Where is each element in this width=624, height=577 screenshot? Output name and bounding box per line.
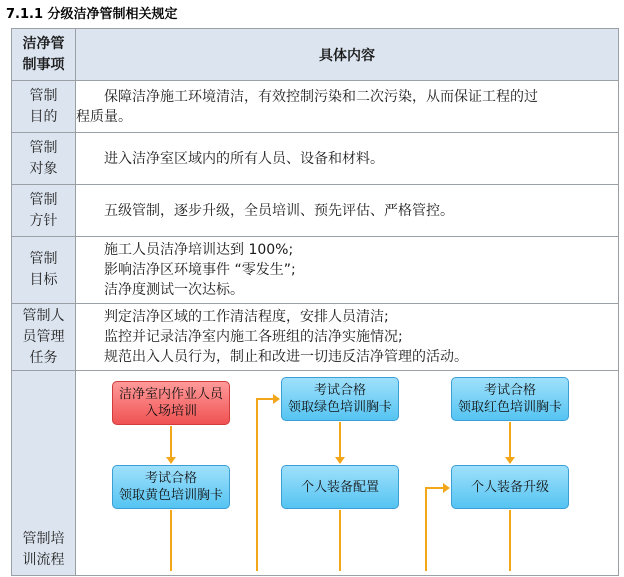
- flow-arrow-head: [443, 483, 450, 493]
- content-line: 五级管制，逐步升级，全员培训、预先评估、严格管控。: [104, 202, 454, 219]
- content-line: 进入洁净室区域内的所有人员、设备和材料。: [104, 150, 384, 167]
- flow-connector: [256, 398, 274, 400]
- flow-box-text: 领取绿色培训胸卡: [287, 400, 392, 415]
- row-content: [76, 81, 619, 133]
- flow-connector: [425, 487, 444, 489]
- row-label: [12, 81, 76, 133]
- table-row-personnel-task: [12, 304, 619, 371]
- header-item-line1: 洁净管: [22, 35, 65, 52]
- row-label-line: 管制培: [22, 531, 65, 547]
- row-label-line: 管制: [29, 139, 58, 156]
- flow-box-text: 入场培训: [144, 404, 197, 419]
- row-label-line: 训流程: [22, 552, 65, 568]
- row-label-line: 目标: [29, 272, 58, 288]
- row-label-line: 方针: [29, 212, 58, 229]
- content-line: 施工人员洁净培训达到 100%;: [104, 242, 294, 258]
- flow-box-yellow-card: [112, 465, 230, 509]
- content-line: 保障洁净施工环境清洁，有效控制污染和二次污染，从而保证工程的过: [104, 88, 538, 105]
- flow-box-text: 领取黄色培训胸卡: [118, 488, 223, 503]
- header-item-line2: 制事项: [22, 56, 65, 73]
- flow-arrow: [339, 510, 341, 571]
- row-content: [76, 133, 619, 185]
- row-label-line: 管制: [29, 251, 58, 267]
- flow-box-text: 领取红色培训胸卡: [457, 400, 562, 415]
- table-row-goal: [12, 237, 619, 304]
- flow-box-entry-training: [112, 381, 230, 425]
- flow-arrow: [339, 422, 341, 458]
- table-row-object: [12, 133, 619, 185]
- row-content: [76, 185, 619, 237]
- flow-arrow-head: [273, 394, 280, 404]
- row-label: [12, 185, 76, 237]
- training-flowchart-cell: [76, 371, 619, 576]
- row-label-line: 管制: [29, 191, 58, 208]
- flow-box-equipment-config: [281, 465, 399, 509]
- row-label-line: 管制人: [22, 307, 65, 324]
- header-content-column: 具体内容: [76, 29, 619, 81]
- content-line: 程质量。: [76, 108, 132, 125]
- flow-arrow: [170, 426, 172, 458]
- row-content: [76, 304, 619, 371]
- content-line: 洁净度测试一次达标。: [104, 282, 244, 298]
- content-line: 影响洁净区环境事件 “零发生”;: [104, 262, 296, 278]
- flow-box-green-card: [281, 377, 399, 421]
- flow-arrow: [509, 510, 511, 571]
- flow-arrow: [170, 510, 172, 571]
- flow-arrow: [509, 422, 511, 458]
- section-title: 7.1.1 分级洁净管制相关规定: [6, 7, 178, 22]
- flow-box-text: 考试合格: [144, 471, 197, 486]
- flow-box-text: 考试合格: [483, 383, 536, 398]
- content-line: 规范出入人员行为，制止和改进一切违反洁净管理的活动。: [104, 349, 468, 365]
- header-item-column: [12, 29, 76, 81]
- table-row-purpose: [12, 81, 619, 133]
- row-label: [12, 133, 76, 185]
- row-label-line: 员管理: [22, 328, 65, 345]
- row-label-line: 目的: [29, 108, 58, 125]
- flow-box-red-card: [451, 377, 569, 421]
- flow-box-text: 个人装备升级: [470, 479, 549, 495]
- flow-box-text: 个人装备配置: [300, 479, 379, 495]
- flow-box-equipment-upgrade: [451, 465, 569, 509]
- flow-arrow-head: [505, 457, 515, 464]
- training-flowchart: [76, 371, 619, 571]
- row-label: [12, 237, 76, 304]
- content-line: 监控并记录洁净室内施工各班组的洁净实施情况;: [104, 329, 403, 345]
- regulation-table: [11, 28, 619, 576]
- flow-connector: [256, 399, 258, 571]
- row-label-line: 任务: [29, 349, 58, 366]
- row-label: [12, 371, 76, 576]
- flow-box-text: 洁净室内作业人员: [118, 387, 223, 402]
- row-label: [12, 304, 76, 371]
- content-line: 判定洁净区域的工作清洁程度，安排人员清洁;: [104, 309, 389, 325]
- table-row-policy: [12, 185, 619, 237]
- flow-box-text: 考试合格: [313, 383, 366, 398]
- table-row-training-flow: [12, 371, 619, 576]
- row-label-line: 管制: [29, 87, 58, 104]
- flow-arrow-head: [335, 457, 345, 464]
- table-header-row: [12, 29, 619, 81]
- row-label-line: 对象: [29, 160, 58, 177]
- row-content: [76, 237, 619, 304]
- flow-connector: [425, 488, 427, 571]
- flow-arrow-head: [166, 457, 176, 464]
